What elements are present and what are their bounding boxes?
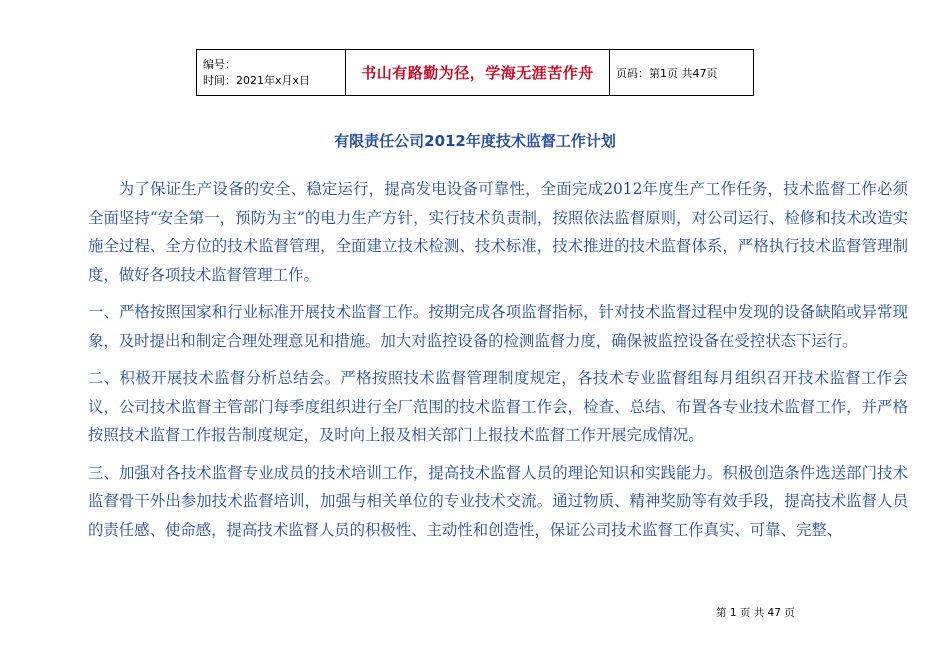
header-page-cell <box>610 50 754 96</box>
header-motto: 书山有路勤为径，学海无涯苦作舟 <box>361 64 594 82</box>
document-body <box>88 175 908 553</box>
header-table <box>196 49 754 96</box>
document-time-label: 时间：2021年x月x日 <box>203 73 311 87</box>
paragraph-section-3: 三、加强对各技术监督专业成员的技术培训工作，提高技术监督人员的理论知识和实践能力。积极创造条件选送部门技术监督骨干外出参加技术监督培训，加强与相关单位的专业技术交流。通过物质、精神奖励等有效手段，提高技术监督人员的责任感、使命感，提高技术监督人员的积极性、主动性和创造性，保证公司技术监督工作真实、可靠、完整、 <box>88 463 908 539</box>
document-title: 有限责任公司2012年度技术监督工作计划 <box>334 132 616 150</box>
header-motto-cell <box>346 50 610 96</box>
footer-page-number: 第 1 页 共 47 页 <box>716 607 795 619</box>
paragraph-section-2: 二、积极开展技术监督分析总结会。严格按照技术监督管理制度规定，各技术专业监督组每月组织召开技术监督工作会议，公司技术监督主管部门每季度组织进行全厂范围的技术监督工作会，检查、总结、布置各专业技术监督工作，并严格按照技术监督工作报告制度规定，及时向上报及相关部门上报技术监督工作开展完成情况。 <box>88 369 908 444</box>
header-meta-cell <box>197 50 346 96</box>
document-number-label: 编号： <box>203 57 236 71</box>
paragraph-intro: 为了保证生产设备的安全、稳定运行，提高发电设备可靠性，全面完成2012年度生产工作任务，技术监督工作必须全面坚持“安全第一，预防为主”的电力生产方针，实行技术负责制，按照依法监督原则，对公司运行、检修和技术改造实施全过程、全方位的技术监督管理，全面建立技术检测、技术标准，技术推进的技术监督体系，严格执行技术监督管理制度，做好各项技术监督管理工作。 <box>88 180 908 284</box>
header-page-label: 页码：第1页 共47页 <box>616 66 718 80</box>
paragraph-section-1: 一、严格按照国家和行业标准开展技术监督工作。按期完成各项监督指标，针对技术监督过程中发现的设备缺陷或异常现象，及时提出和制定合理处理意见和措施。加大对监控设备的检测监督力度，确保被监控设备在受控状态下运行。 <box>88 303 908 350</box>
